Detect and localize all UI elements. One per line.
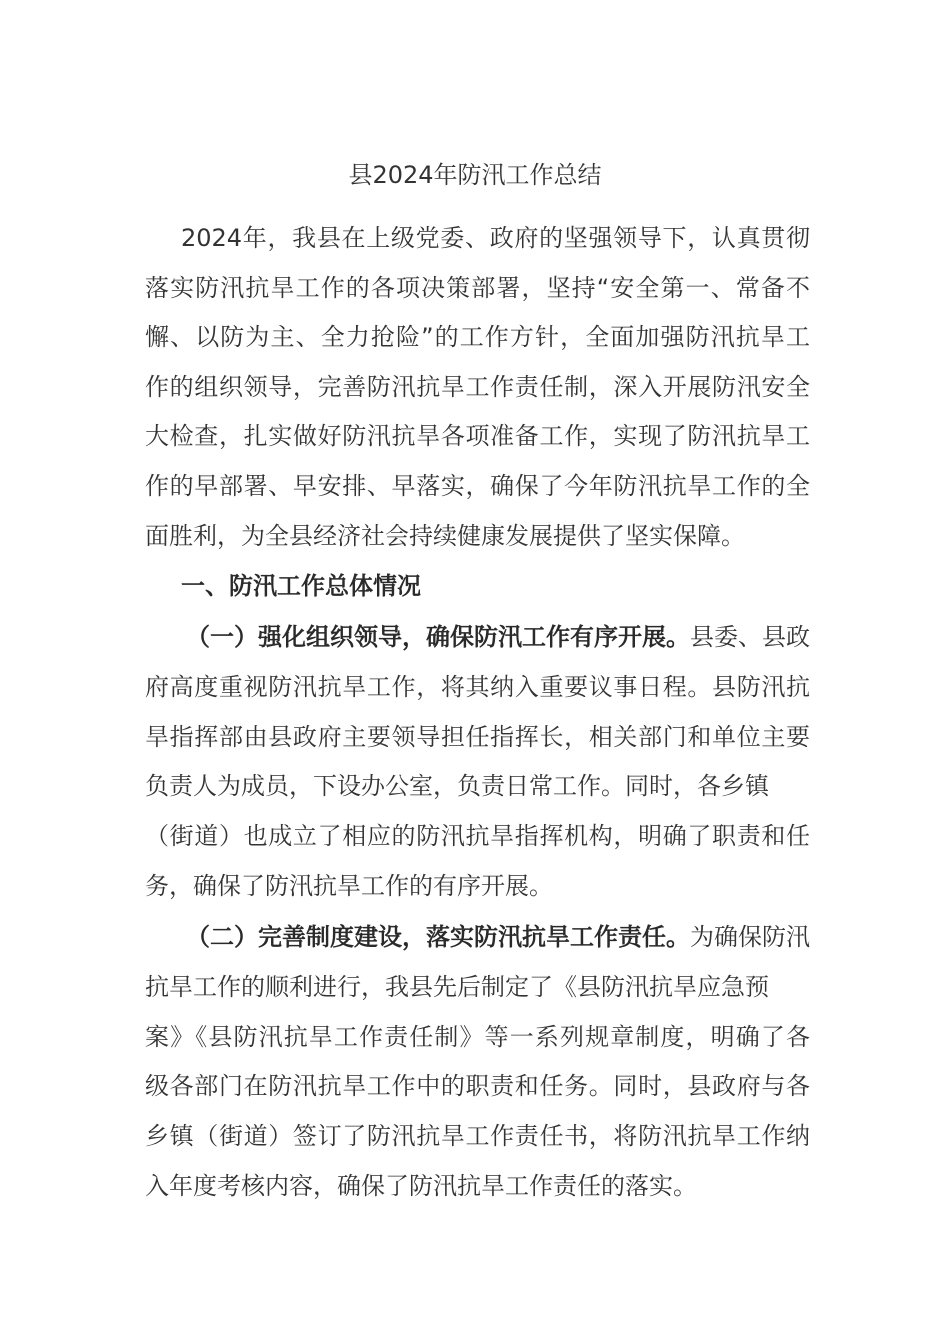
- sub2-line-6: 入年度考核内容，确保了防汛抗旱工作责任的落实。: [145, 1172, 697, 1200]
- sub2-line-4: 级各部门在防汛抗旱工作中的职责和任务。同时，县政府与各: [145, 1072, 810, 1100]
- sub2-first-line-rest: 为确保防汛: [690, 923, 810, 951]
- sub2-line-2: 抗旱工作的顺利进行，我县先后制定了《县防汛抗旱应急预: [145, 973, 769, 1001]
- sub1-heading: （一）强化组织领导，确保防汛工作有序开展。: [186, 623, 690, 651]
- sub1-line-5: （街道）也成立了相应的防汛抗旱指挥机构，明确了职责和任: [145, 822, 810, 850]
- intro-line-6: 作的早部署、早安排、早落实，确保了今年防汛抗旱工作的全: [145, 472, 810, 500]
- document-title: 县2024年防汛工作总结: [348, 161, 602, 189]
- sub2-heading: （二）完善制度建设，落实防汛抗旱工作责任。: [186, 923, 690, 951]
- sub1-line-6: 务，确保了防汛抗旱工作的有序开展。: [145, 872, 553, 900]
- sub1-first-line-rest: 县委、县政: [690, 623, 810, 651]
- intro-line-1: 2024年，我县在上级党委、政府的坚强领导下，认真贯彻: [181, 224, 810, 252]
- intro-line-5: 大检查，扎实做好防汛抗旱各项准备工作，实现了防汛抗旱工: [145, 422, 810, 450]
- sub2-first-line: [186, 920, 810, 954]
- section-heading: 一、防汛工作总体情况: [181, 572, 421, 600]
- sub1-line-3: 旱指挥部由县政府主要领导担任指挥长，相关部门和单位主要: [145, 723, 810, 751]
- sub1-line-4: 负责人为成员，下设办公室，负责日常工作。同时，各乡镇: [145, 772, 769, 800]
- sub1-line-2: 府高度重视防汛抗旱工作，将其纳入重要议事日程。县防汛抗: [145, 673, 810, 701]
- intro-line-7: 面胜利，为全县经济社会持续健康发展提供了坚实保障。: [145, 522, 745, 550]
- intro-line-3: 懈、以防为主、全力抢险”的工作方针，全面加强防汛抗旱工: [145, 323, 810, 351]
- sub2-line-5: 乡镇（街道）签订了防汛抗旱工作责任书，将防汛抗旱工作纳: [145, 1122, 810, 1150]
- sub2-line-3: 案》《县防汛抗旱工作责任制》等一系列规章制度，明确了各: [145, 1023, 810, 1051]
- intro-line-2: 落实防汛抗旱工作的各项决策部署，坚持“安全第一、常备不: [145, 274, 810, 302]
- intro-line-4: 作的组织领导，完善防汛抗旱工作责任制，深入开展防汛安全: [145, 373, 810, 401]
- sub1-first-line: [186, 620, 810, 654]
